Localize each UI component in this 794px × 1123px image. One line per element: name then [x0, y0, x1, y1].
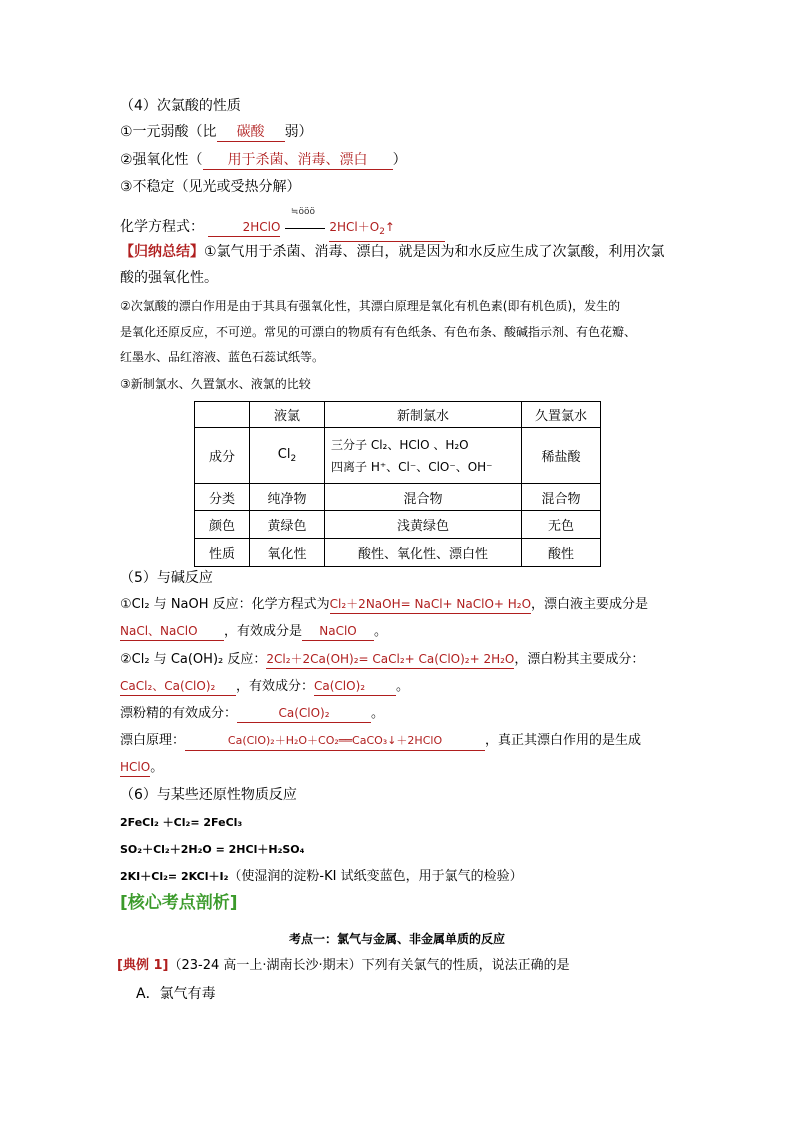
- text: ，漂白粉其主要成分：: [514, 652, 645, 667]
- bleach-principle: [120, 731, 641, 751]
- reaction-ki: [120, 866, 523, 887]
- table-cell: 黄绿色: [250, 511, 325, 539]
- table-row: [195, 484, 601, 511]
- subscript: 2: [290, 454, 297, 464]
- text: （23-24 高一上·湖南长沙·期末）下列有关氯气的性质，说法正确的是: [168, 958, 570, 973]
- text: ①Cl₂ 与 NaOH 反应：化学方程式为: [120, 597, 330, 612]
- property-unstable: ③不稳定（见光或受热分解）: [120, 179, 301, 195]
- table-cell: 酸性、氧化性、漂白性: [325, 539, 522, 567]
- example-1: [117, 956, 570, 976]
- table-row: [195, 511, 601, 539]
- table-header-cell: [195, 402, 250, 428]
- text: 三分子 Cl₂、HClO 、H₂O: [331, 437, 469, 452]
- table-header-row: [195, 402, 601, 428]
- decomposition-equation: [120, 207, 445, 242]
- text: 。: [150, 760, 164, 775]
- text: ②强氧化性（: [120, 152, 203, 168]
- option-a: A．氯气有毒: [136, 986, 216, 1002]
- table-cell: 氧化性: [250, 539, 325, 567]
- table-header-cell: 液氯: [250, 402, 325, 428]
- table-cell: 酸性: [522, 539, 601, 567]
- section-5-heading: （5）与碱反应: [120, 570, 213, 586]
- text: 2KI＋Cl₂= 2KCl＋I₂: [120, 870, 229, 883]
- equation-blank: 2Cl₂＋2Ca(OH)₂= CaCl₂+ Ca(ClO)₂+ 2H₂O: [266, 650, 514, 669]
- bleach-powder-components: [120, 677, 409, 697]
- answer-blank: Ca(ClO)₂: [237, 704, 371, 723]
- table-cell: 纯净物: [250, 484, 325, 511]
- section-6-heading: （6）与某些还原性物质反应: [120, 787, 297, 803]
- summary-line-6: ③新制氯水、久置氯水、液氯的比较: [120, 377, 311, 391]
- answer-blank: NaCl、NaClO: [120, 622, 224, 641]
- table-cell: 无色: [522, 511, 601, 539]
- caoh2-reaction: [120, 650, 644, 670]
- summary-line-3: ②次氯酸的漂白作用是由于其具有强氧化性，其漂白原理是氧化有机色素(即有机色质)，发生的: [120, 299, 621, 313]
- summary-line-5: 红墨水、品红溶液、蓝色石蕊试纸等。: [120, 350, 325, 364]
- label: 化学方程式：: [120, 219, 204, 235]
- text: ，真正其漂白作用的是生成: [485, 733, 642, 748]
- table-cell: 浅黄绿色: [325, 511, 522, 539]
- naoh-reaction: [120, 595, 648, 615]
- property-oxidizing: [120, 150, 407, 170]
- summary-line-2: 酸的强氧化性。: [120, 270, 218, 286]
- table-row: [195, 539, 601, 567]
- reaction-fecl2: 2FeCl₂ ＋Cl₂= 2FeCl₃: [120, 816, 243, 829]
- text: Cl: [277, 447, 291, 462]
- example-tag: [典例 1]: [117, 958, 169, 973]
- answer-blank: CaCl₂、Ca(ClO)₂: [120, 677, 236, 696]
- table-cell: 稀盐酸: [522, 428, 601, 484]
- property-weak-acid: [120, 122, 313, 142]
- row-label: 分类: [195, 484, 250, 511]
- text: 2HCl＋O: [329, 220, 380, 234]
- text: ②Cl₂ 与 Ca(OH)₂ 反应：: [120, 652, 267, 667]
- text: 。: [396, 679, 410, 694]
- answer-blank: Ca(ClO)₂: [314, 677, 396, 696]
- answer-blank: HClO: [120, 758, 150, 777]
- exam-point-title: 考点一：氯气与金属、非金属单质的反应: [288, 932, 505, 946]
- text: 四离子 H⁺、Cl⁻、ClO⁻、OH⁻: [331, 459, 493, 474]
- equation-blank: Ca(ClO)₂＋H₂O＋CO₂══CaCO₃↓＋2HClO: [185, 732, 485, 751]
- table-header-cell: 新制氯水: [325, 402, 522, 428]
- summary-line-4: 是氧化还原反应，不可逆。常见的可漂白的物质有有色纸条、有色布条、酸碱指示剂、有色花瓣、: [120, 325, 637, 339]
- table-header-cell: 久置氯水: [522, 402, 601, 428]
- text: 漂粉精的有效成分：: [120, 706, 238, 721]
- text: ，有效成分：: [236, 679, 315, 694]
- chlorine-comparison-table: [194, 401, 601, 567]
- answer-blank: 用于杀菌、消毒、漂白: [203, 151, 393, 170]
- subscript: 2: [379, 227, 385, 237]
- text: 漂白原理：: [120, 733, 186, 748]
- eq-right: [329, 218, 445, 242]
- answer-blank: 碳酸: [217, 123, 285, 142]
- bleach-principle-answer: [120, 758, 163, 778]
- row-label: 颜色: [195, 511, 250, 539]
- summary-line-1: [120, 242, 665, 262]
- text: ）: [392, 152, 407, 168]
- text: ①氯气用于杀菌、消毒、漂白，就是因为和水反应生成了次氯酸，利用次氯: [204, 244, 665, 260]
- table-cell: [325, 428, 522, 484]
- text: ①一元弱酸（比: [120, 124, 217, 140]
- text: ，漂白液主要成分是: [531, 597, 649, 612]
- reaction-arrow: [285, 207, 325, 229]
- section-4-heading: （4）次氯酸的性质: [120, 98, 241, 114]
- text: 。: [374, 624, 388, 639]
- answer-blank: NaClO: [302, 622, 374, 641]
- text: 弱）: [284, 124, 313, 140]
- text: ，有效成分是: [224, 624, 303, 639]
- table-cell: [250, 428, 325, 484]
- core-section-heading: [核心考点剖析]: [120, 893, 238, 913]
- table-row: [195, 428, 601, 484]
- text: 。: [371, 706, 385, 721]
- bleach-liquid-components: [120, 622, 387, 642]
- table-cell: 混合物: [325, 484, 522, 511]
- row-label: 性质: [195, 539, 250, 567]
- reaction-condition: ≒ööö: [290, 207, 315, 217]
- equation-blank: Cl₂＋2NaOH= NaCl+ NaClO+ H₂O: [330, 595, 531, 614]
- text: ↑: [384, 220, 395, 234]
- row-label: 成分: [195, 428, 250, 484]
- summary-tag: 【归纳总结】: [120, 244, 204, 260]
- table-cell: 混合物: [522, 484, 601, 511]
- reaction-so2: SO₂＋Cl₂＋2H₂O = 2HCl＋H₂SO₄: [120, 843, 305, 856]
- bleach-essence: [120, 704, 384, 724]
- text: （使湿润的淀粉-KI 试纸变蓝色，用于氯气的检验）: [228, 869, 523, 884]
- eq-left: 2HClO: [208, 218, 280, 237]
